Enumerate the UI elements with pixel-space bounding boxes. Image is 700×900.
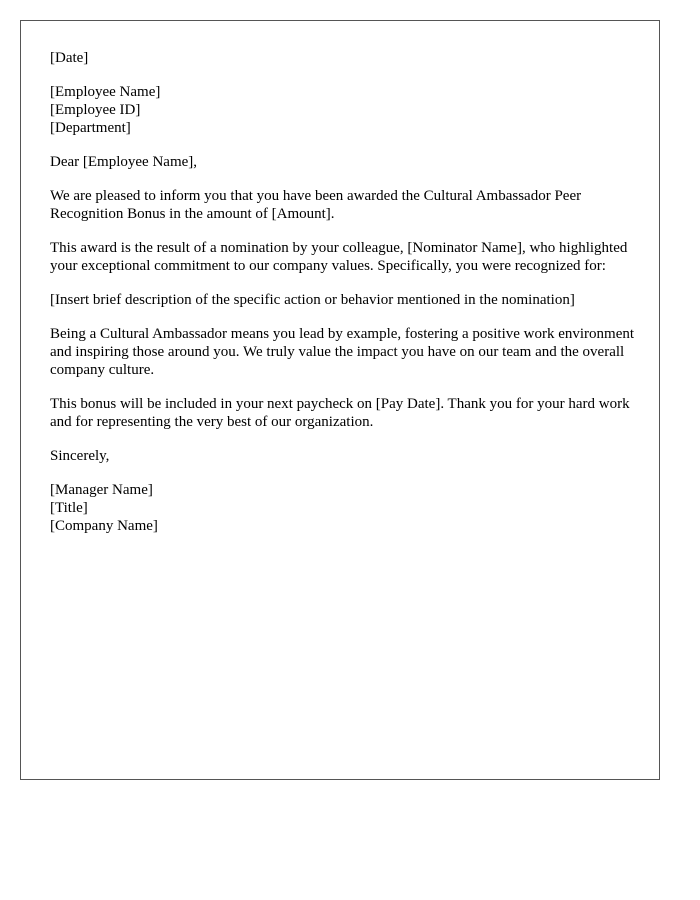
- recipient-department: [Department]: [50, 120, 131, 136]
- salutation: [50, 153, 640, 171]
- recipient-block: [50, 83, 640, 137]
- closing: [50, 447, 640, 465]
- date-line: [50, 49, 640, 67]
- signature-block: [50, 481, 640, 535]
- paragraph-description: [Insert brief description of the specific action or behavior mentioned in the nomination]: [50, 292, 575, 308]
- paragraph-ambassador: Being a Cultural Ambassador means you lead by example, fostering a positive work environment and inspiring those around you. We truly value the impact you have on our team and the overall company culture.: [50, 326, 635, 378]
- salutation-text: Dear [Employee Name],: [50, 154, 198, 170]
- signature-title: [Title]: [50, 500, 88, 516]
- letter-frame: [20, 20, 660, 780]
- letter-body: [50, 49, 640, 551]
- paragraph-payment: This bonus will be included in your next paycheck on [Pay Date]. Thank you for your hard work and for representing the very best of our organization.: [50, 396, 630, 430]
- paragraph-nomination: This award is the result of a nomination by your colleague, [Nominator Name], who highlighted your exceptional commitment to our company values. Specifically, you were recognized for:: [50, 240, 628, 274]
- recipient-id: [Employee ID]: [50, 102, 141, 118]
- paragraph-award: We are pleased to inform you that you have been awarded the Cultural Ambassador Peer Recognition Bonus in the amount of [Amount].: [50, 188, 582, 222]
- signature-manager-name: [Manager Name]: [50, 482, 153, 498]
- recipient-name: [Employee Name]: [50, 84, 161, 100]
- closing-text: Sincerely,: [50, 448, 110, 464]
- signature-company: [Company Name]: [50, 518, 158, 534]
- date-text: [Date]: [50, 50, 89, 66]
